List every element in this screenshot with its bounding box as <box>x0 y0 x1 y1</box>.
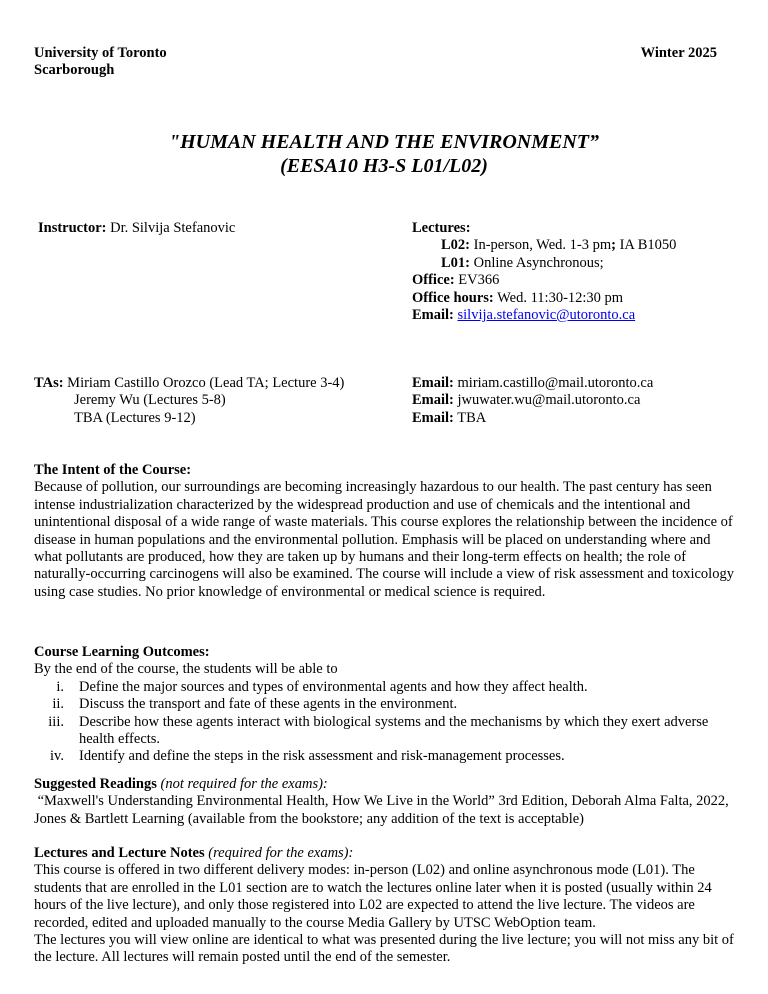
ta-emails <box>412 375 653 427</box>
ta-item <box>34 375 344 392</box>
office-hours-value: Wed. 11:30-12:30 pm <box>497 289 624 306</box>
ta-email-value: miriam.castillo@mail.utoronto.ca <box>457 375 654 391</box>
ta-list <box>34 375 344 427</box>
notes-body-1: This course is offered in two different delivery modes: in-person (L02) and online asynchronous mode (L01). The students that are enrolled in the L01 section are to watch the lectures online later when it is posted (usually within 24 hours of the live lecture), and only those registered into L02 are expected to attend the live lecture. The videos are recorded, edited and uploaded manually to the course Media Gallery by UTSC WebOption team. <box>34 862 712 931</box>
instructor-email-link[interactable]: silvija.stefanovic@utoronto.ca <box>457 307 636 324</box>
l02-room: IA B1050 <box>619 237 677 254</box>
outcomes-heading: Course Learning Outcomes: <box>34 644 210 660</box>
outcome-number: i. <box>56 678 64 695</box>
outcome-number: ii. <box>52 696 64 713</box>
l02-separator: ; <box>611 237 616 254</box>
office-hours-label: Office hours: <box>412 289 494 306</box>
outcome-text: Define the major sources and types of environmental agents and how they affect health. <box>79 678 588 695</box>
course-code: (EESA10 H3-S L01/L02) <box>280 155 488 177</box>
instructor-email <box>412 307 676 324</box>
lecture-l02 <box>412 237 676 254</box>
outcome-item <box>34 696 734 713</box>
outcome-text: Discuss the transport and fate of these agents in the environment. <box>79 696 458 713</box>
outcomes-list <box>34 679 734 766</box>
lectures-label: Lectures: <box>412 220 471 236</box>
readings-note: (not required for the exams): <box>160 776 328 792</box>
outcome-number: iii. <box>48 713 64 730</box>
instructor-label: Instructor: <box>38 220 107 236</box>
ta-item: TBA (Lectures 9-12) <box>74 409 196 426</box>
notes-heading-line <box>34 845 734 862</box>
outcomes-section <box>34 644 734 766</box>
lecture-l01 <box>412 255 676 272</box>
intent-section <box>34 462 734 601</box>
l01-value: Online Asynchronous; <box>473 254 604 271</box>
ta-email <box>412 410 653 427</box>
lecture-notes-section <box>34 845 734 967</box>
ta-name: Miriam Castillo Orozco (Lead TA; Lecture 3-4) <box>67 375 345 391</box>
outcome-text: Identify and define the steps in the risk assessment and risk-management processes. <box>79 748 565 765</box>
notes-heading: Lectures and Lecture Notes <box>34 845 205 861</box>
intent-body: Because of pollution, our surroundings are becoming increasingly hazardous to our health. The past century has seen intense industrialization characterized by the widespread production and use of chemicals and the intentional and unintentional disposal of a wide range of waste materials. This course explores the relationship between the incidence of disease in human populations and the environmental pollution. Emphasis will be placed on understanding where and what pollutants are produced, how they are taken up by humans and their long-term effects on health; the role of naturally-occurring carcinogens will also be examined. The course will include a view of risk assessment and toxicology using case studies. No prior knowledge of environmental or medical science is required. <box>34 479 734 600</box>
l02-label: L02: <box>441 237 470 254</box>
notes-note: (required for the exams): <box>208 845 354 861</box>
email-label: Email: <box>412 409 454 426</box>
institution-line-2: Scarborough <box>34 62 115 79</box>
instructor-info <box>38 220 235 237</box>
office-label: Office: <box>412 272 455 289</box>
outcome-item <box>34 679 734 696</box>
ta-email <box>412 392 653 409</box>
lecture-info <box>412 220 676 324</box>
readings-body: “Maxwell's Understanding Environmental Health, How We Live in the World” 3rd Edition, Deborah Alma Falta, 2022, Jones & Bartlett Learning (available from the bookstore; any addition of the text is acceptable) <box>34 793 733 827</box>
readings-section <box>34 776 734 828</box>
office <box>412 272 676 289</box>
readings-heading: Suggested Readings <box>34 776 157 792</box>
intent-heading: The Intent of the Course: <box>34 462 192 478</box>
readings-heading-line <box>34 776 734 793</box>
outcome-number: iv. <box>50 748 64 765</box>
outcome-text: Describe how these agents interact with biological systems and the mechanisms by which they exert adverse health effects. <box>79 713 709 748</box>
course-title <box>0 130 768 178</box>
outcome-item <box>34 748 734 765</box>
l02-value: In-person, Wed. 1-3 pm <box>473 237 612 254</box>
tas-label: TAs: <box>34 375 64 391</box>
instructor-name: Dr. Silvija Stefanovic <box>110 220 236 236</box>
l01-label: L01: <box>441 254 470 271</box>
office-value: EV366 <box>458 272 500 289</box>
institution-name <box>34 45 167 80</box>
office-hours <box>412 290 676 307</box>
outcome-item <box>34 714 734 749</box>
ta-email-value: jwuwater.wu@mail.utoronto.ca <box>457 392 641 409</box>
term: Winter 2025 <box>640 45 717 61</box>
ta-item: Jeremy Wu (Lectures 5-8) <box>74 392 226 409</box>
institution-line-1: University of Toronto <box>34 45 167 61</box>
outcomes-intro: By the end of the course, the students will be able to <box>34 661 338 678</box>
ta-email <box>412 375 653 392</box>
ta-email-value: TBA <box>457 409 487 426</box>
email-label: Email: <box>412 392 454 409</box>
email-label: Email: <box>412 307 454 324</box>
email-label: Email: <box>412 375 454 391</box>
notes-body-2: The lectures you will view online are identical to what was presented during the live lecture; you will not miss any bit of the lecture. All lectures will remain posted until the end of the semester. <box>34 932 734 966</box>
course-name: "HUMAN HEALTH AND THE ENVIRONMENT” <box>168 131 600 153</box>
